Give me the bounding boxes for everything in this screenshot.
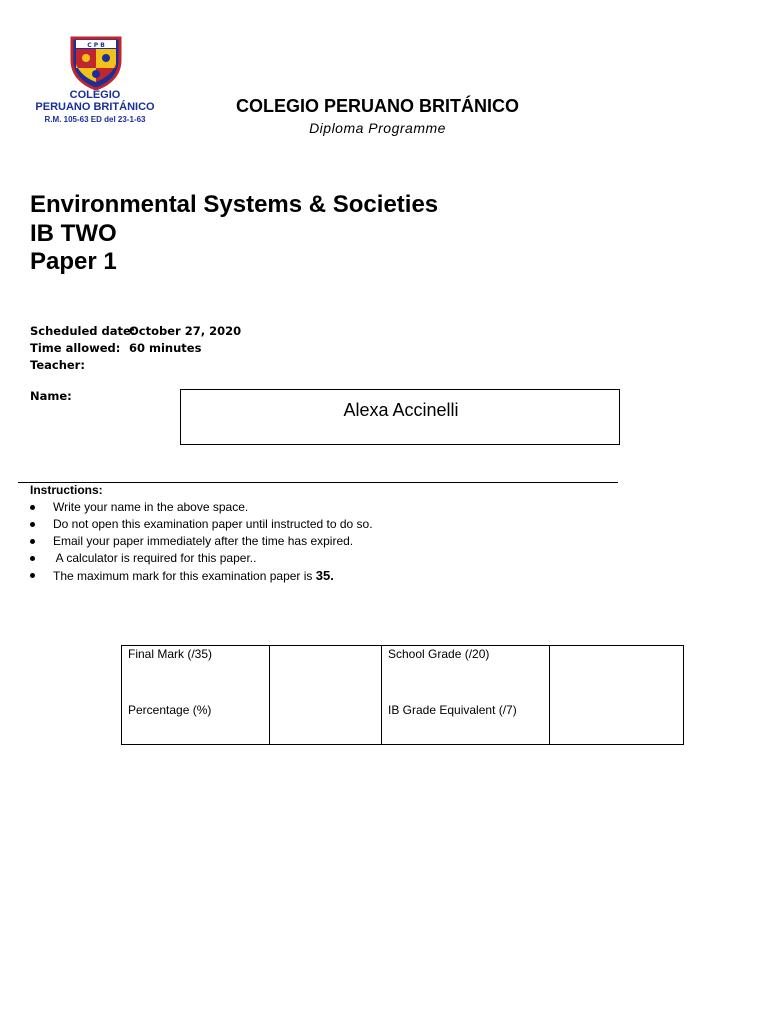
name-field[interactable] [180,389,620,445]
bullet-icon [30,556,35,561]
scheduled-date-value: October 27, 2020 [129,324,242,338]
section-divider [18,482,618,483]
teacher-label: Teacher: [30,358,85,372]
final-mark-label: Final Mark (/35) [128,647,213,661]
programme-name: Diploma Programme [309,120,446,136]
time-allowed-value: 60 minutes [129,341,202,355]
table-divider [381,646,382,744]
instruction-text [53,568,334,583]
bullet-icon [30,505,35,510]
instruction-text: Do not open this examination paper until instructed to do so. [53,517,373,531]
paper-title: Paper 1 [30,248,117,275]
school-name: COLEGIO PERUANO BRITÁNICO [235,96,519,116]
logo-text-resolution: R.M. 105-63 ED del 23-1-63 [44,115,146,124]
instruction-text: Email your paper immediately after the time has expired. [53,534,354,548]
bullet-icon [30,573,35,578]
level-title: IB TWO [30,220,117,247]
time-allowed-label: Time allowed: [30,341,121,355]
name-label: Name: [30,389,72,403]
instruction-text: Write your name in the above space. [53,500,249,514]
bullet-icon [30,539,35,544]
instructions-title: Instructions: [30,483,103,497]
school-logo [30,34,170,134]
school-grade-cell[interactable] [550,646,683,744]
percentage-label: Percentage (%) [128,703,212,717]
final-mark-cell[interactable] [270,646,381,744]
bullet-icon [30,522,35,527]
subject-title: Environmental Systems & Societies [30,191,439,218]
instruction-text: A calculator is required for this paper.. [53,551,257,565]
logo-text-school: PERUANO BRITÁNICO [35,101,155,113]
scheduled-date-label: Scheduled date: [30,324,136,338]
ib-grade-label: IB Grade Equivalent (/7) [388,703,517,717]
school-grade-label: School Grade (/20) [388,647,490,661]
logo-text-colegio: COLEGIO [69,89,121,101]
max-mark-value: 35. [315,568,334,583]
crest-letters: C P B [87,42,105,49]
name-value: Alexa Accinelli [343,400,459,420]
marks-table [121,645,684,745]
max-mark-text: The maximum mark for this examination paper is [53,569,316,583]
school-crest-icon [68,34,124,90]
